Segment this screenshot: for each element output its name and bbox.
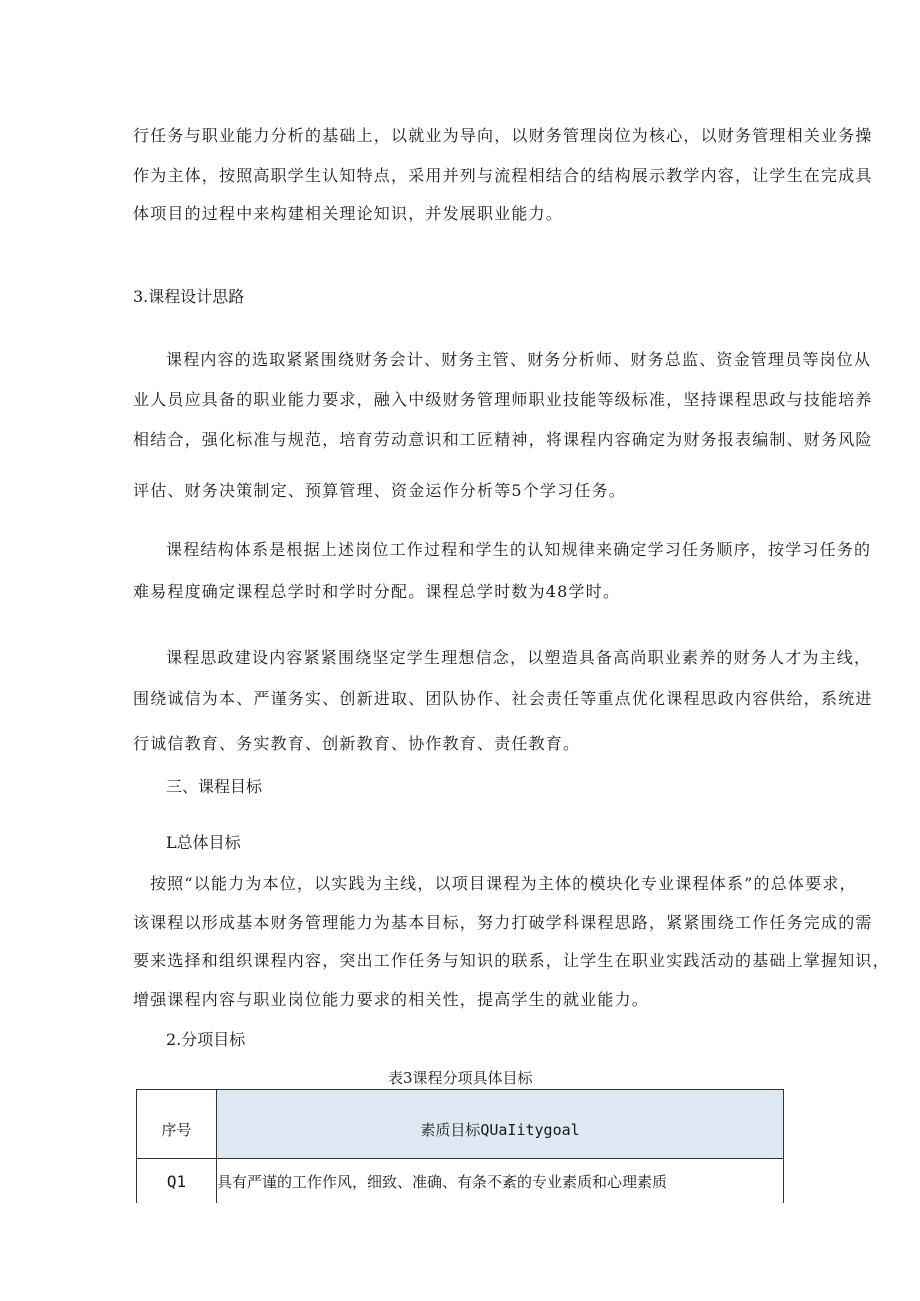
row-goal: 具有严谨的工作作风，细致、准确、有条不紊的专业素质和心理素质 — [217, 1159, 784, 1204]
ideology-line-1: 课程思政建设内容紧紧围绕坚定学生理想信念，以塑造具备高尚职业素养的财务人才为主线， — [166, 648, 872, 667]
content-line-2: 业人员应具备的职业能力要求，融入中级财务管理师职业技能等级标准，坚持课程思政与技能培养 — [133, 390, 873, 409]
overall-line-1: 按照“以能力为本位，以实践为主线，以项目课程为主体的模块化专业课程体系”的总体要求， — [150, 874, 857, 893]
table-row — [137, 1159, 784, 1204]
intro-line-3: 体项目的过程中来构建相关理论知识，并发展职业能力。 — [133, 204, 564, 223]
header-goal-en: QUaIitygoal — [480, 1120, 580, 1139]
table-caption: 表3课程分项具体目标 — [388, 1069, 533, 1087]
ideology-line-3: 行诚信教育、务实教育、创新教育、协作教育、责任教育。 — [133, 734, 581, 753]
overall-line-4: 增强课程内容与职业岗位能力要求的相关性，提高学生的就业能力。 — [133, 990, 650, 1009]
sub-goal-heading: 2.分项目标 — [166, 1030, 246, 1049]
content-line-3: 相结合，强化标准与规范，培育劳动意识和工匠精神，将课程内容确定为财务报表编制、财务风险 — [133, 430, 873, 449]
content-line-1: 课程内容的选取紧紧围绕财务会计、财务主管、财务分析师、财务总监、资金管理员等岗位从 — [166, 350, 872, 369]
structure-line-1: 课程结构体系是根据上述岗位工作过程和学生的认知规律来确定学习任务顺序，按学习任务的 — [166, 540, 872, 559]
intro-line-2: 作为主体，按照高职学生认知特点，采用并列与流程相结合的结构展示教学内容，让学生在完成具 — [133, 166, 873, 185]
content-line-4: 评估、财务决策制定、预算管理、资金运作分析等5个学习任务。 — [133, 481, 626, 500]
header-goal-cn: 素质目标 — [420, 1120, 481, 1139]
chapter3-heading: 三、课程目标 — [166, 777, 263, 796]
header-seq: 序号 — [137, 1090, 217, 1159]
overall-line-2: 该课程以形成基本财务管理能力为基本目标，努力打破学科课程思路，紧紧围绕工作任务完成的需 — [133, 913, 873, 932]
overall-line-3: 要来选择和组织课程内容，突出工作任务与知识的联系，让学生在职业实践活动的基础上掌握知识， — [133, 951, 890, 970]
table-header-row — [137, 1090, 784, 1159]
overall-goal-heading: L总体目标 — [166, 833, 241, 852]
structure-line-2: 难易程度确定课程总学时和学时分配。课程总学时数为48学时。 — [133, 582, 621, 601]
header-goal — [217, 1090, 784, 1159]
row-seq: Q1 — [137, 1159, 217, 1204]
intro-line-1: 行任务与职业能力分析的基础上，以就业为导向，以财务管理岗位为核心，以财务管理相关业务操 — [133, 126, 873, 145]
section3-heading: 3.课程设计思路 — [133, 287, 245, 306]
ideology-line-2: 围绕诚信为本、严谨务实、创新进取、团队协作、社会责任等重点优化课程思政内容供给，系统进 — [133, 689, 873, 708]
goals-table — [136, 1089, 784, 1203]
